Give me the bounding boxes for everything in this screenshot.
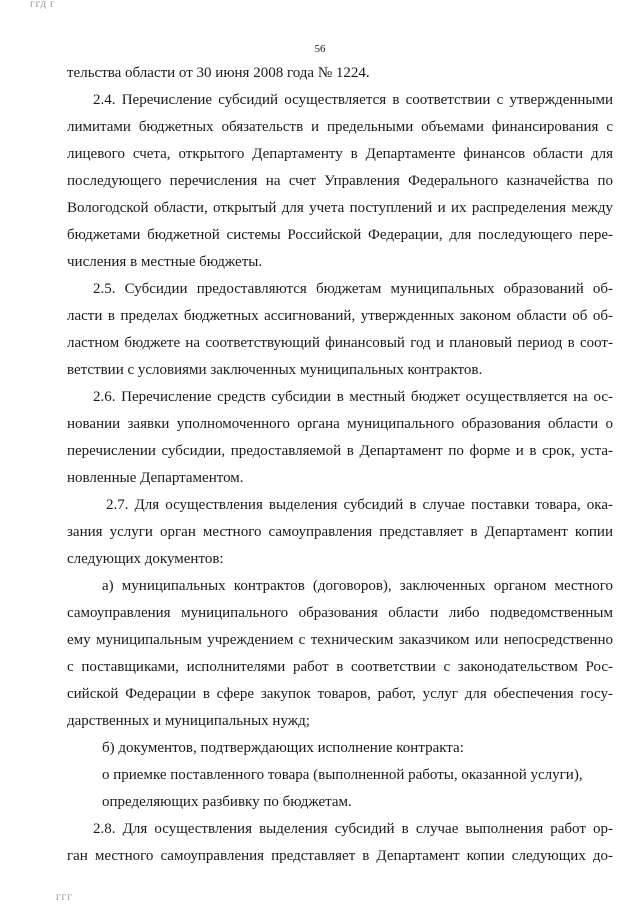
- scan-mark-bottom: ГГГ: [56, 893, 73, 902]
- paragraph-2-7-line: 2.7. Для осуществления выделения субсидий в случае поставки товара, ока-: [106, 497, 613, 513]
- page-number: 56: [314, 43, 326, 55]
- paragraph-2-6-line: перечислении субсидии, предоставляемой в Департамент по форме и в срок, уста-: [67, 443, 613, 459]
- paragraph-2-6-line: новленные Департаментом.: [67, 470, 244, 486]
- paragraph-2-8-line: ган местного самоуправления представляет в Департамент копии следующих до-: [67, 848, 613, 864]
- paragraph-2-5-line: 2.5. Субсидии предоставляются бюджетам муниципальных образований об-: [93, 281, 613, 297]
- list-item-a-line: с поставщиками, исполнителями работ в соответствии с законодательством Рос-: [67, 659, 613, 675]
- paragraph-2-5-line: ласти в пределах бюджетных ассигнований, утвержденных законом области об об-: [67, 308, 613, 324]
- paragraph-2-7-line: зания услуги орган местного самоуправления представляет в Департамент копии: [67, 524, 613, 540]
- paragraph-2-4-line: Вологодской области, открытый для учета поступлений и их распределения между: [67, 200, 613, 216]
- paragraph-2-4-line: последующего перечисления на счет Управления Федерального казначейства по: [67, 173, 613, 189]
- paragraph-2-6-line: 2.6. Перечисление средств субсидии в местный бюджет осуществляется на ос-: [93, 389, 613, 405]
- paragraph-2-4-line: лицевого счета, открытого Департаменту в Департаменте финансов области для: [67, 146, 613, 162]
- paragraph-2-5-line: ластном бюджете на соответствующий финансовый год и плановый период в соот-: [67, 335, 613, 351]
- paragraph-2-4-line: числения в местные бюджеты.: [67, 254, 263, 270]
- list-item-b-line: б) документов, подтверждающих исполнение контракта:: [102, 740, 464, 756]
- list-item-a-line: сийской Федерации в сфере закупок товаров, работ, услуг для обеспечения госу-: [67, 686, 613, 702]
- document-body: [67, 60, 613, 870]
- list-item-b-subline: определяющих разбивку по бюджетам.: [102, 794, 352, 810]
- list-item-b-subline: о приемке поставленного товара (выполненной работы, оказанной услуги),: [102, 767, 583, 783]
- list-item-a-line: а) муниципальных контрактов (договоров), заключенных органом местного: [102, 578, 613, 594]
- paragraph-2-4-line: 2.4. Перечисление субсидий осуществляется в соответствии с утвержденными: [93, 92, 613, 108]
- paragraph-2-5-line: ветствии с условиями заключенных муниципальных контрактов.: [67, 362, 483, 378]
- paragraph-2-4-line: лимитами бюджетных обязательств и предельными объемами финансирования с: [67, 119, 613, 135]
- text-line: тельства области от 30 июня 2008 года № 1224.: [67, 65, 370, 81]
- scan-mark-top: ГГД Г: [30, 0, 56, 9]
- list-item-a-line: самоуправления муниципального образования области либо подведомственным: [67, 605, 613, 621]
- paragraph-2-7-line: следующих документов:: [67, 551, 224, 567]
- paragraph-2-8-line: 2.8. Для осуществления выделения субсидий в случае выполнения работ ор-: [93, 821, 613, 837]
- paragraph-2-6-line: новании заявки уполномоченного органа муниципального образования области о: [67, 416, 613, 432]
- paragraph-2-4-line: бюджетами бюджетной системы Российской Федерации, для последующего пере-: [67, 227, 613, 243]
- list-item-a-line: ему муниципальным учреждением с техническим заказчиком или непосредственно: [67, 632, 613, 648]
- list-item-a-line: дарственных и муниципальных нужд;: [67, 713, 310, 729]
